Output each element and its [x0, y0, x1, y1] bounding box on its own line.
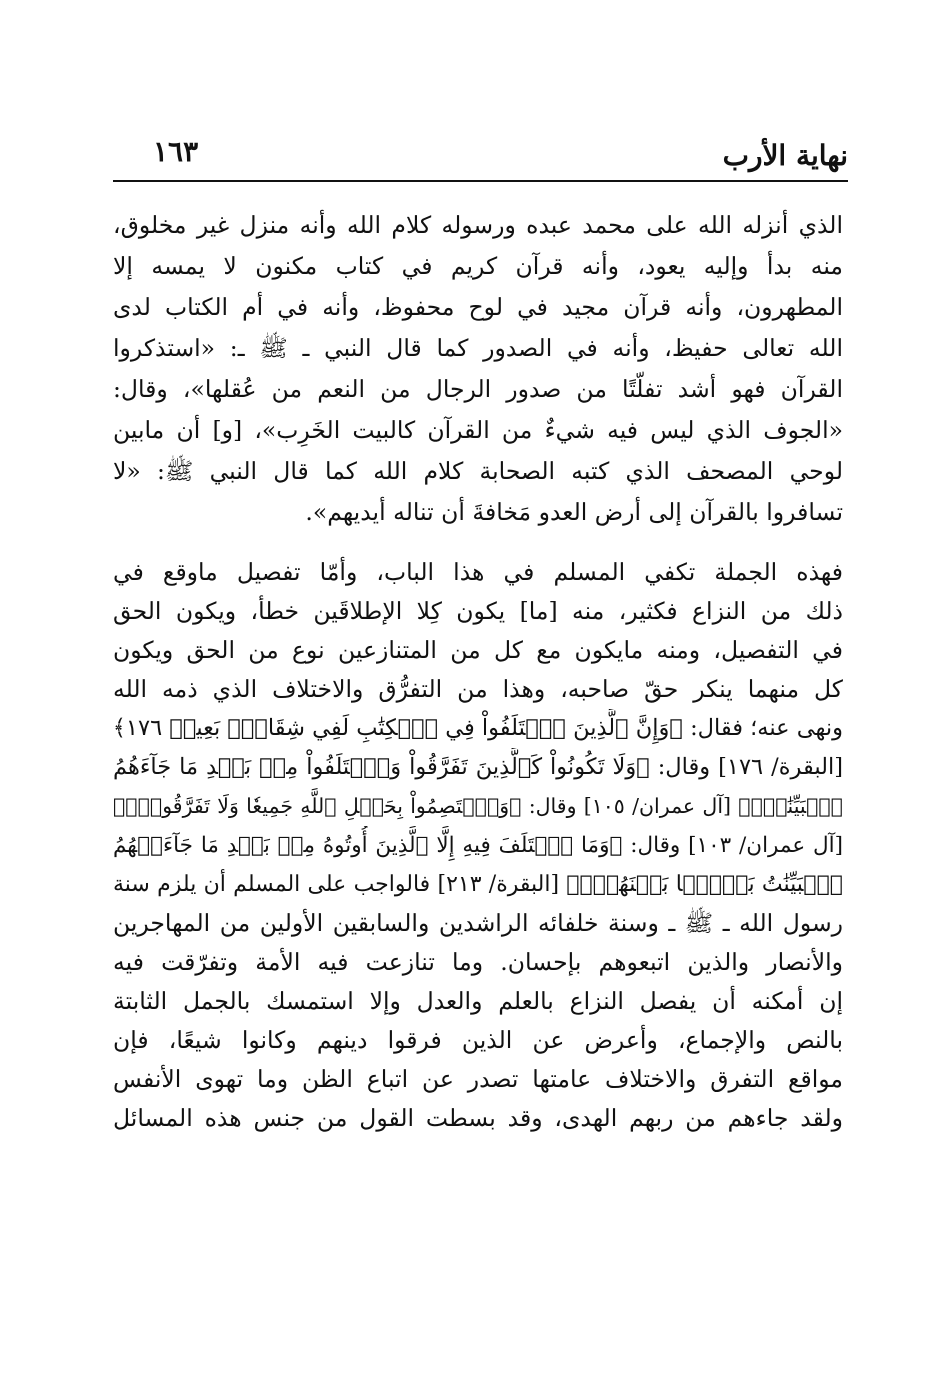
text-line: الله تعالى حفيظ، وأنه في الصدور كما قال النبي ـ ﷺ ـ: «استذكروا — [113, 334, 843, 362]
text-line: ٱلۡبَيِّنَٰتُۚ﴾ [آل عمران/ ١٠٥] وقال: ﴿وَٱعۡتَصِمُواْ بِحَبۡلِ ٱللَّهِ جَمِيعٗا وَلَا تَفَرَّقُواْۚ﴾ — [113, 794, 843, 818]
paragraph-1 — [113, 205, 843, 533]
text-line: مواقع التفرق والاختلاف عامتها تصدر عن اتباع الظن وما تهوى الأنفس — [113, 1065, 843, 1093]
text-line: ولقد جاءهم من ربهم الهدى، وقد بسطت القول من جنس هذه المسائل — [113, 1104, 843, 1132]
text-line: تسافروا بالقرآن إلى أرض العدو مَخافةَ أن تناله أيديهم». — [305, 498, 843, 526]
header-divider — [113, 180, 848, 182]
text-line: القرآن فهو أشد تفلّتًا من صدور الرجال من النعم من عُقلها»، وقال: — [113, 375, 843, 403]
text-line: رسول الله ـ ﷺ ـ وسنة خلفائه الراشدين والسابقين الأولين من المهاجرين — [113, 909, 843, 937]
text-line: الذي أنزله الله على محمد عبده ورسوله كلام الله وأنه منزل غير مخلوق، — [113, 211, 843, 239]
paragraph-spacer — [113, 533, 843, 553]
text-line: في التفصيل، ومنه مايكون مع كل من المتنازعين نوع من الحق ويكون — [113, 636, 843, 664]
text-line: [البقرة/ ١٧٦] وقال: ﴿وَلَا تَكُونُواْ كَٱلَّذِينَ تَفَرَّقُواْ وَٱخۡتَلَفُواْ مِنۢ بَعۡدِ مَا جَآءَهُمُ — [113, 754, 843, 780]
text-line: بالنص والإجماع، وأعرض عن الذين فرقوا دينهم وكانوا شيعًا، فإن — [113, 1026, 843, 1054]
text-line: «الجوف الذي ليس فيه شيءٌ من القرآن كالبيت الخَرِب»، [و] أن مابين — [113, 416, 843, 444]
text-line: فهذه الجملة تكفي المسلم في هذا الباب، وأمّا تفصيل ماوقع في — [113, 558, 843, 586]
paragraph-2 — [113, 553, 843, 1138]
book-title: نهاية الأرب — [722, 139, 848, 172]
running-header — [113, 128, 848, 180]
text-line: والأنصار والذين اتبعوهم بإحسان. وما تنازعت فيه الأمة وتفرّقت فيه — [113, 948, 843, 976]
text-line: [آل عمران/ ١٠٣] وقال: ﴿وَمَا ٱخۡتَلَفَ فِيهِ إِلَّا ٱلَّذِينَ أُوتُوهُ مِنۢ بَعۡدِ مَا جَآءَتۡهُمُ — [113, 833, 843, 858]
text-line: كل منهما ينكر حقّ صاحبه، وهذا من التفرُّق والاختلاف الذي ذمه الله — [113, 675, 843, 703]
text-line: منه بدأ وإليه يعود، وأنه قرآن كريم في كتاب مكنون لا يمسه إلا — [113, 252, 843, 280]
text-line: إن أمكنه أن يفصل النزاع بالعلم والعدل وإلا استمسك بالجمل الثابتة — [113, 987, 843, 1015]
text-line: ونهى عنه؛ فقال: ﴿وَإِنَّ ٱلَّذِينَ ٱخۡتَلَفُواْ فِي ٱلۡكِتَٰبِ لَفِي شِقَاقِۭ بَعِيدٖ ١٧٦﴾ — [113, 715, 843, 741]
text-line: ذلك من النزاع فكثير، منه [ما] يكون كِلا الإطلاقَين خطأ، ويكون الحق — [113, 597, 843, 625]
text-line: المطهرون، وأنه قرآن مجيد في لوح محفوظ، وأنه في أم الكتاب لدى — [113, 293, 843, 321]
text-line: ٱلۡبَيِّنَٰتُ بَغۡيَۢا بَيۡنَهُمۡۖ﴾ [البقرة/ ٢١٣] فالواجب على المسلم أن يلزم سنة — [113, 872, 843, 897]
main-text — [113, 205, 843, 1138]
text-line: لوحي المصحف الذي كتبه الصحابة كلام الله كما قال النبي ﷺ: «لا — [113, 457, 843, 485]
page-number: ١٦٣ — [153, 135, 199, 168]
